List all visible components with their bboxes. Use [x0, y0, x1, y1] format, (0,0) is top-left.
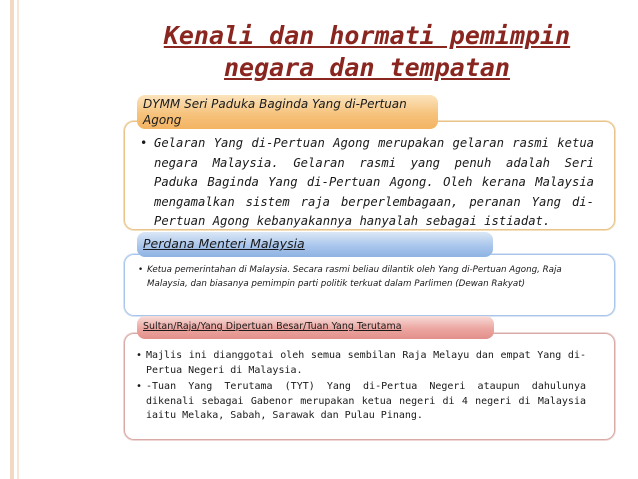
section-3-heading-text: Sultan/Raja/Yang Dipertuan Besar/Tuan Yang Terutama	[143, 321, 402, 332]
section-2-heading	[137, 232, 493, 257]
bullet-icon: •	[136, 381, 143, 392]
left-decorative-stripe-thin	[17, 0, 19, 479]
bullet-text: -Tuan Yang Terutama (TYT) Yang di-Pertua Negeri ataupun dahulunya dikenali sebagai Gabenor merupakan ketua negeri di 4 negeri di Malaysia iaitu Melaka, Sabah, Sarawak dan Pulau Pinang.	[146, 381, 586, 421]
section-3-body	[136, 349, 586, 426]
bullet-icon: •	[140, 136, 148, 150]
slide-title: Kenali dan hormati pemimpin negara dan tempatan	[163, 21, 571, 82]
bullet-icon: •	[138, 265, 144, 275]
section-3-heading	[137, 316, 494, 339]
list-item	[136, 380, 586, 424]
list-item	[136, 349, 586, 378]
section-2-heading-text: Perdana Menteri Malaysia	[143, 236, 305, 251]
bullet-text: Majlis ini dianggotai oleh semua sembilan Raja Melayu dan empat Yang di-Pertua Negeri di Malaysia.	[146, 350, 586, 376]
left-decorative-stripe	[10, 0, 14, 479]
list-item	[138, 264, 578, 291]
section-2-body	[138, 264, 578, 291]
bullet-text: Gelaran Yang di-Pertuan Agong merupakan gelaran rasmi ketua negara Malaysia. Gelaran rasmi yang penuh adalah Seri Paduka Baginda Yang di-Pertuan Agong. Oleh kerana Malaysia mengamalkan sistem raja berperlembagaan, peranan Yang di-Pertuan Agong kebanyakannya hanyalah sebagai istiadat.	[154, 136, 594, 228]
bullet-icon: •	[136, 350, 143, 361]
bullet-text: Ketua pemerintahan di Malaysia. Secara rasmi beliau dilantik oleh Yang di-Pertuan Agong, Raja Malaysia, dan biasanya pemimpin parti politik terkuat dalam Parlimen (Dewan Rakyat)	[147, 265, 562, 289]
list-item	[140, 134, 594, 232]
section-1-heading: DYMM Seri Paduka Baginda Yang di-Pertuan Agong	[137, 95, 438, 129]
section-1-body	[140, 134, 594, 232]
